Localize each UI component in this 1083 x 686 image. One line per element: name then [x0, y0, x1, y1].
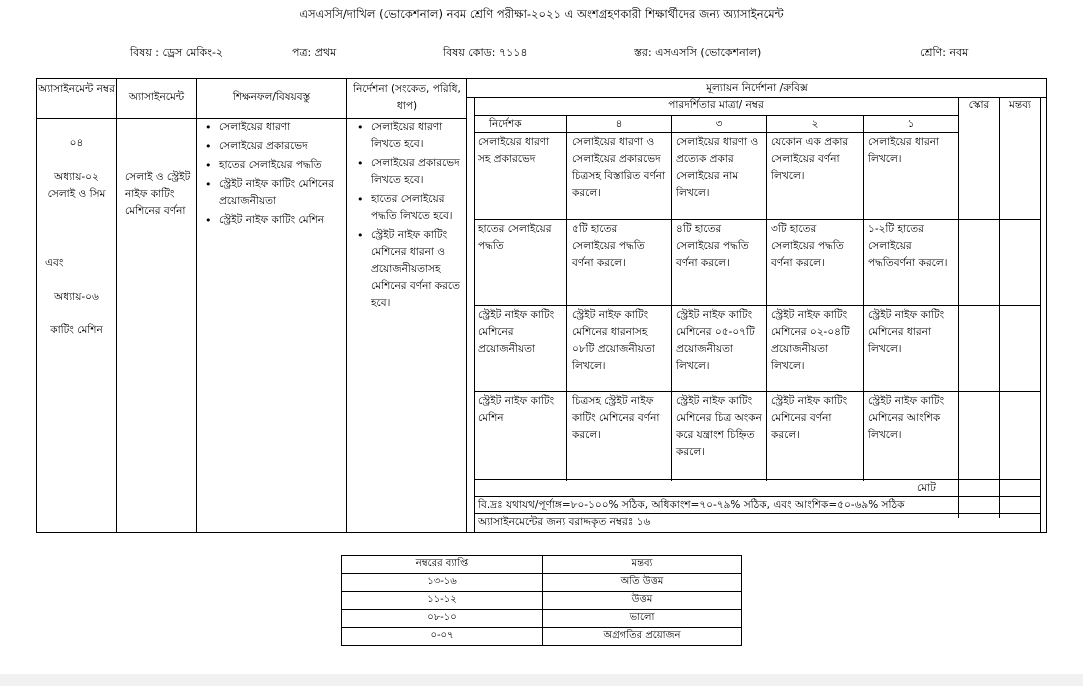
and-label: এবং — [45, 257, 64, 269]
table-row — [342, 610, 742, 628]
outcomes-list — [203, 119, 343, 231]
grade-range: ১৩-১৬ — [342, 574, 543, 592]
header-level-3: ৩ — [715, 118, 723, 130]
header-indicator: নির্দেশক — [489, 118, 522, 130]
header-remark: মন্তব্য — [1009, 99, 1031, 111]
divider — [196, 79, 197, 532]
header-assignment: অ্যাসাইনমেন্ট — [128, 91, 185, 103]
grade-head-range: নম্বরের ব্যাপ্তি — [342, 556, 543, 574]
divider — [474, 97, 475, 533]
rubric-2-level-2: ৩টি হাতের সেলাইয়ের পদ্ধতি বর্ণনা করলে। — [771, 223, 844, 269]
instruction-item: • সেলাইয়ের ধারণা লিখতে হবে। — [355, 119, 461, 153]
header-instructions: নির্দেশনা (সংকেত, পরিধি, ধাপ) — [353, 83, 461, 112]
table-row — [342, 592, 742, 610]
table-row — [342, 574, 742, 592]
grading-note: বি.দ্রঃ যথাযথ/পূর্ণাঙ্গ=৮০-১০০% সঠিক, অধিকাংশ=৭০-৭৯% সঠিক, এবং আংশিক=৫০-৬৯% সঠিক — [478, 499, 905, 511]
level-label: স্তর: এসএসসি (ভোকেশনাল) — [634, 46, 762, 59]
header-outcomes: শিক্ষনফল/বিষয়বস্তু — [232, 91, 311, 103]
rubric-2-level-4: ৫টি হাতের সেলাইয়ের পদ্ধতি বর্ণনা করলে। — [572, 223, 645, 269]
divider — [566, 115, 567, 481]
instruction-item: • সেলাইয়ের প্রকারভেদ লিখতে হবে। — [355, 155, 461, 189]
header-score: স্কোর — [968, 99, 990, 111]
rubric-indicator-1: সেলাইয়ের ধারণা সহ প্রকারভেদ — [478, 136, 550, 165]
rubric-4-level-4: চিত্রসহ স্ট্রেইট নাইফ কাটিং মেশিনের বর্ণনা করলে। — [572, 395, 660, 441]
rubric-3-level-1: স্ট্রেইট নাইফ কাটিং মেশিনের ধারনা লিখলে। — [868, 309, 945, 355]
rubric-3-level-3: স্ট্রেইট নাইফ কাটিং মেশিনের ০৫-০৭টি প্রয়োজনীয়তা লিখলে। — [676, 309, 755, 372]
table-row — [342, 628, 742, 646]
divider — [863, 115, 864, 481]
assignment-table — [36, 78, 1047, 533]
grade-range: ১১-১২ — [342, 592, 543, 610]
grade-remark: অগ্রগতির প্রয়োজন — [543, 628, 742, 646]
total-label: মোট — [917, 482, 936, 494]
grade-range: ০-০৭ — [342, 628, 543, 646]
document-title: এসএসসি/দাখিল (ভোকেশনাল) নবম শ্রেণি পরীক্ষা-২০২১ এ অংশগ্রহণকারী শিক্ষার্থীদের জন্য অ্যাসাইনমেন্ট — [299, 7, 784, 21]
grade-remark: ভালো — [543, 610, 742, 628]
grade-remark: অতি উত্তম — [543, 574, 742, 592]
divider — [346, 79, 347, 532]
row-rule — [475, 391, 1041, 392]
divider — [999, 97, 1000, 518]
class-label: শ্রেণি: নবম — [920, 46, 969, 59]
divider — [958, 97, 959, 518]
outcome-item: • হাতের সেলাইয়ের পদ্ধতি — [203, 157, 343, 174]
rubric-1-level-3: সেলাইয়ের ধারণা ও প্রত্যেক প্রকার সেলাইয়ের নাম লিখলে। — [676, 136, 759, 199]
subject-code-label: বিষয় কোড: ৭১১৪ — [443, 46, 528, 59]
assignment-number: ০৪ — [69, 137, 84, 149]
subject-label: বিষয় : ড্রেস মেকিং-২ — [130, 46, 224, 59]
paper-label: পত্র: প্রথম — [292, 46, 337, 59]
rubric-4-level-2: স্ট্রেইট নাইফ কাটিং মেশিনের বর্ণনা করলে। — [771, 395, 848, 441]
divider — [116, 79, 117, 532]
instruction-item: • হাতের সেলাইয়ের পদ্ধতি লিখতে হবে। — [355, 191, 461, 225]
header-assignment-no: অ্যাসাইনমেন্ট নম্বর — [38, 83, 115, 95]
rubric-1-level-2: যেকোন এক প্রকার সেলাইয়ের বর্ণনা লিখলে। — [771, 136, 849, 182]
header-level-2: ২ — [811, 118, 819, 130]
header-evaluation: মূল্যায়ন নির্দেশনা /রুবিক্স — [706, 82, 808, 94]
header-level-4: ৪ — [615, 118, 623, 130]
chapter-2-name: কাটিং মেশিন — [50, 324, 103, 336]
rubric-2-level-3: ৪টি হাতের সেলাইয়ের পদ্ধতি বর্ণনা করলে। — [676, 223, 749, 269]
rubric-indicator-2: হাতের সেলাইয়ের পদ্ধতি — [478, 223, 552, 252]
rubric-3-level-4: স্ট্রেইট নাইফ কাটিং মেশিনের ধারনাসহ ০৮টি প্রয়োজনীয়তা লিখলে। — [572, 309, 655, 372]
header-level-1: ১ — [907, 118, 915, 130]
rubric-3-level-2: স্ট্রেইট নাইফ কাটিং মেশিনের ০২-০৪টি প্রয়োজনীয়তা লিখলে। — [771, 309, 850, 372]
rubric-indicator-4: স্ট্রেইট নাইফ কাটিং মেশিন — [478, 395, 555, 424]
outcome-item: • সেলাইয়ের ধারণা — [203, 119, 343, 136]
divider — [1040, 97, 1041, 533]
outcome-item: • সেলাইয়ের প্রকারভেদ — [203, 138, 343, 155]
divider — [466, 79, 467, 532]
rubric-2-level-1: ১-২টি হাতের সেলাইয়ের পদ্ধতিবর্ণনা করলে। — [868, 223, 948, 269]
divider — [671, 115, 672, 481]
chapter-1-name: সেলাই ও সিম — [47, 188, 106, 200]
rubric-4-level-3: স্ট্রেইট নাইফ কাটিং মেশিনের চিত্র অংকন করে যন্ত্রাংশ চিহ্নিত করলে। — [676, 395, 762, 458]
rubric-indicator-3: স্ট্রেইট নাইফ কাটিং মেশিনের প্রয়োজনীয়তা — [478, 309, 555, 355]
instructions-list — [355, 119, 461, 314]
row-rule — [475, 305, 1041, 306]
outcome-item: • স্ট্রেইট নাইফ কাটিং মেশিন — [203, 212, 343, 229]
header-proficiency: পারদর্শিতার মাত্রা/ নম্বর — [668, 99, 764, 111]
allocated-marks: অ্যাসাইনমেন্টের জন্য বরাদ্দকৃত নম্বরঃ ১৬ — [478, 516, 651, 528]
rubric-1-level-1: সেলাইয়ের ধারনা লিখলে। — [868, 136, 940, 165]
outcome-item: • স্ট্রেইট নাইফ কাটিং মেশিনের প্রয়োজনীয়তা — [203, 176, 343, 210]
rubric-1-level-4: সেলাইয়ের ধারণা ও সেলাইয়ের প্রকারভেদ চিত্রসহ বিস্তারিত বর্ণনা করলে। — [572, 136, 666, 199]
grade-table — [341, 555, 742, 646]
page-footer-bar — [0, 674, 1083, 686]
grade-head-remark: মন্তব্য — [543, 556, 742, 574]
assignment-description: সেলাই ও স্ট্রেইট নাইফ কাটিং মেশিনের বর্ণনা — [125, 171, 191, 217]
row-rule — [475, 219, 1041, 220]
grade-range: ০৮-১০ — [342, 610, 543, 628]
grade-remark: উত্তম — [543, 592, 742, 610]
chapter-1: অধ্যায়-০২ — [54, 171, 99, 183]
divider — [766, 115, 767, 481]
chapter-2: অধ্যায়-০৬ — [54, 291, 99, 303]
rubric-4-level-1: স্ট্রেইট নাইফ কাটিং মেশিনের আংশিক লিখলে। — [868, 395, 945, 441]
instruction-item: • স্ট্রেইট নাইফ কাটিং মেশিনের ধারনা ও প্রয়োজনীয়তাসহ মেশিনের বর্ণনা করতে হবে। — [355, 227, 461, 312]
